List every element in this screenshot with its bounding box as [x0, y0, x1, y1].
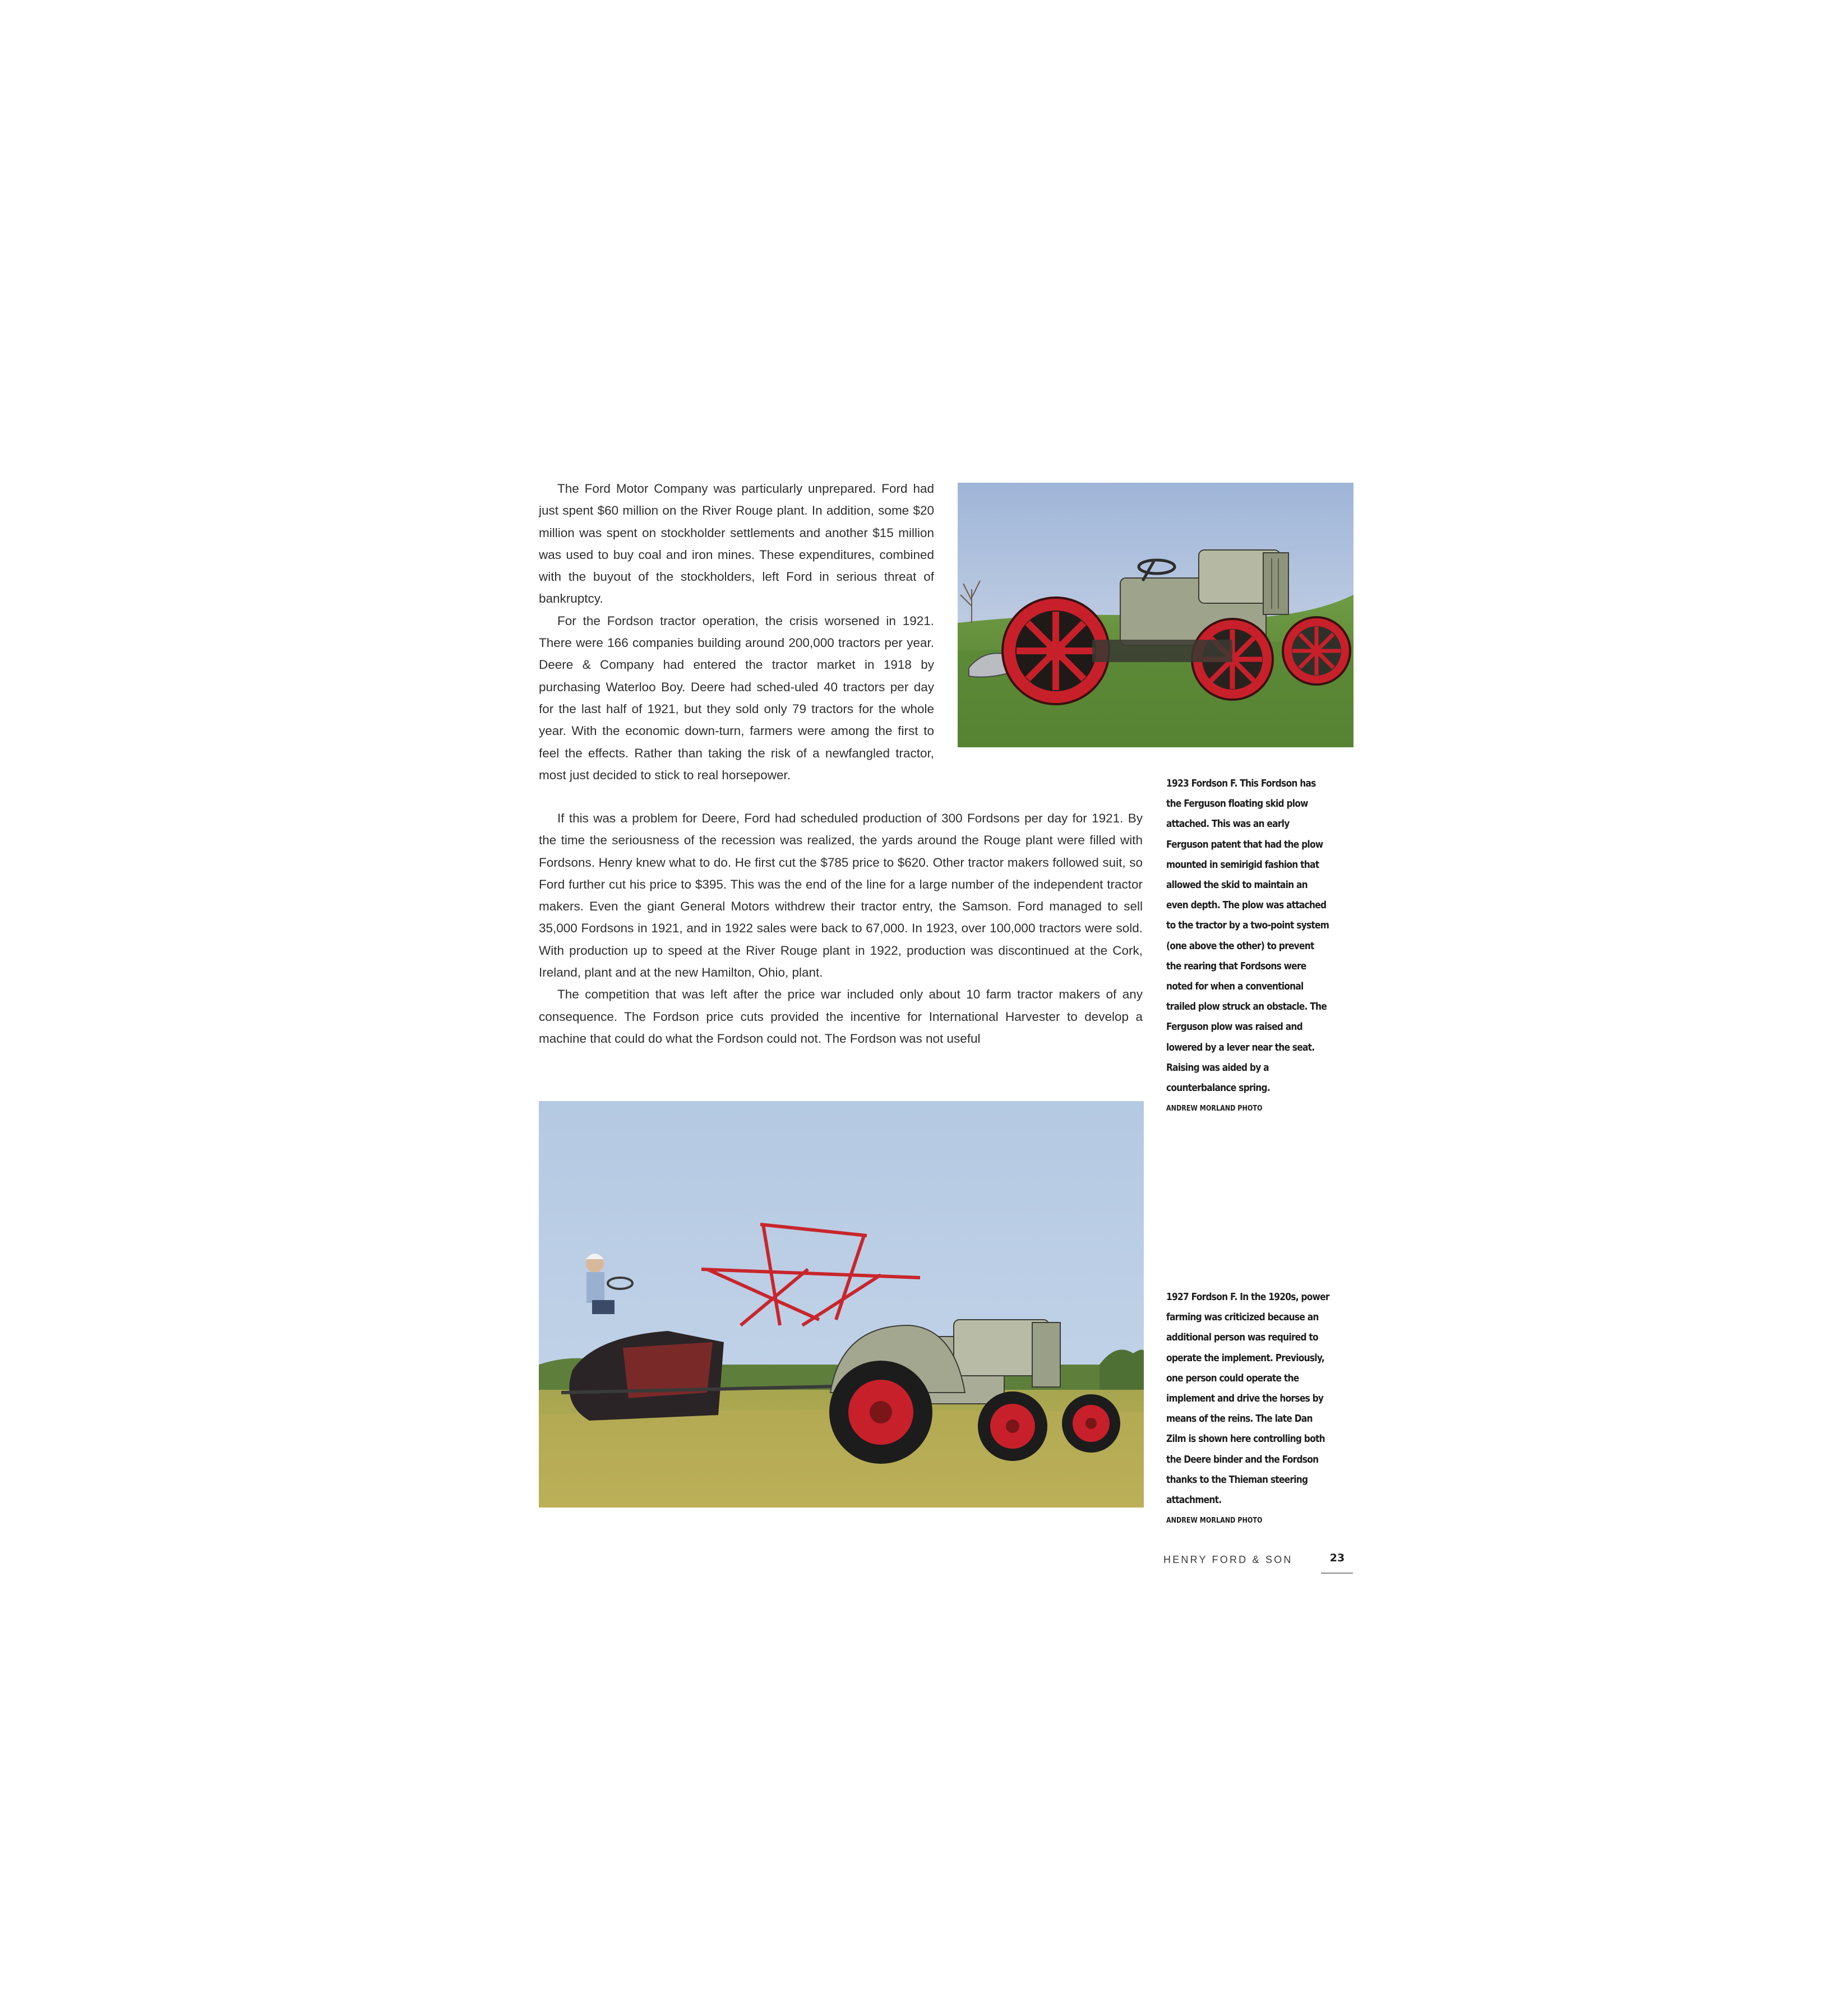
photo-fordson-1923-illustration: [958, 483, 1353, 747]
running-head: HENRY FORD & SON: [1163, 1554, 1293, 1565]
photo-fordson-1927-illustration: [539, 1101, 1144, 1508]
body-column-narrow: [539, 478, 934, 786]
caption-top: [1166, 774, 1330, 1115]
caption-top-credit: ANDREW MORLAND PHOTO: [1166, 1104, 1263, 1113]
body-paragraph-2: For the Fordson tractor operation, the crisis worsened in 1921. There were 166 companies building around 200,000 tractors per year. Deere & Company had entered the tractor market in 1918 by purchasing Waterloo Boy. Deere had sched-uled 40 tractors per day for the last half of 1921, but they sold only 79 tractors for the whole year. With the economic down-turn, farmers were among the first to feel the effects. Rather than taking the risk of a newfangled tractor, most just decided to stick to real horsepower.: [539, 613, 934, 782]
body-paragraph-4: The competition that was left after the price war included only about 10 farm tractor makers of any consequence. The Fordson price cuts provided the incentive for International Harvester to develop a machine that could do what the Fordson could not. The Fordson was not useful: [539, 987, 1143, 1046]
page-number-rule: [1321, 1573, 1353, 1574]
caption-top-text: 1923 Fordson F. This Fordson has the Ferguson floating skid plow attached. This was an early Ferguson patent that had the plow mounted in semirigid fashion that allowed the skid to maintain an even depth. The plow was attached to the tractor by a two-point system (one above the other) to prevent the rearing that Fordsons were noted for when a conventional trailed plow struck an obstacle. The Ferguson plow was raised and lowered by a lever near the seat. Raising was aided by a counterbalance spring.: [1166, 778, 1329, 1094]
body-paragraph-3: If this was a problem for Deere, Ford had scheduled production of 300 Fordsons per day for 1921. By the time the seriousness of the recession was realized, the yards around the Rouge plant were filled with Fordsons. Henry knew what to do. He first cut the $785 price to $620. Other tractor makers followed suit, so Ford further cut his price to $395. This was the end of the line for a large number of the independent tractor makers. Even the giant General Motors withdrew their tractor entry, the Samson. Ford managed to sell 35,000 Fordsons in 1921, and in 1922 sales were back to 67,000. In 1923, over 100,000 tractors were sold. With production up to speed at the River Rouge plant in 1922, production was discontinued at the Cork, Ireland, plant and at the new Hamilton, Ohio, plant.: [539, 811, 1143, 980]
photo-fordson-1927: [539, 1101, 1144, 1508]
body-column-wide: [539, 807, 1143, 1049]
caption-bottom: [1166, 1287, 1330, 1527]
body-paragraph-1: The Ford Motor Company was particularly unprepared. Ford had just spent $60 million on the River Rouge plant. In addition, some $20 million was spent on stockholder settlements and another $15 million was used to buy coal and iron mines. These expenditures, combined with the buyout of the stockholders, left Ford in serious threat of bankruptcy.: [539, 482, 934, 606]
caption-bottom-credit: ANDREW MORLAND PHOTO: [1166, 1516, 1263, 1525]
caption-bottom-text: 1927 Fordson F. In the 1920s, power farming was criticized because an additional person was required to operate the implement. Previously, one person could operate the implement and drive the horses by means of the reins. The late Dan Zilm is shown here controlling both the Deere binder and the Fordson thanks to the Thieman steering attachment.: [1166, 1291, 1329, 1506]
page-number: 23: [1329, 1552, 1345, 1564]
photo-fordson-1923: [958, 483, 1353, 747]
